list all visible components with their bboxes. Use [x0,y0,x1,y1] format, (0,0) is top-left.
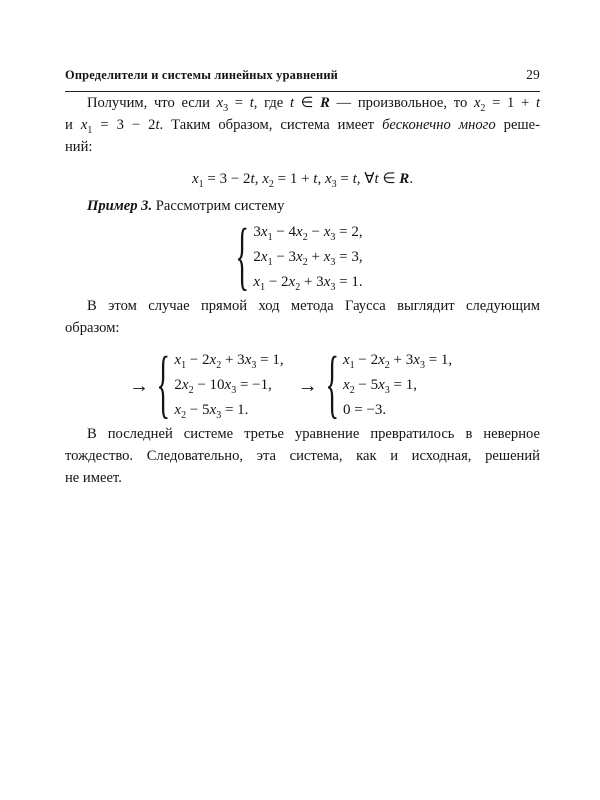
equation: $x_1 - 2x_2 + 3x_3 = 1$, [342,352,453,371]
equation: $2x_2 - 10x_3 = -1$, [174,377,272,396]
implies-arrow-icon: → [129,374,149,397]
example-text: Рассмотрим систему [155,198,285,214]
equation: $x_1 - 2x_2 + 3x_3 = 1$. [253,274,363,293]
left-brace-icon: { [156,342,171,427]
paragraph-line: и $x_1 = 3 - 2t$. Таким образом, система имеет бесконечно много реше- [65,117,541,136]
equation-column [253,220,362,295]
paragraph-gauss-intro [65,295,540,339]
left-brace-icon: { [324,342,339,427]
equation-column [343,348,452,423]
formula-general-solution: $x_1 = 3 - 2t$, $x_2 = 1 + t$, $x_3 = t$, ∀t ∈ R. [191,171,414,190]
equation: $x_2 - 5x_3 = 1$. [174,402,249,421]
system-example3 [235,214,540,299]
example-heading [65,195,540,217]
equation: $x_2 - 5x_3 = 1$, [342,377,418,396]
system-step2 [324,342,453,427]
left-brace-icon: { [235,214,250,299]
equation: $x_1 - 2x_2 + 3x_3 = 1$, [174,352,284,371]
paragraph-line: Получим, что если $x_3 = t$, где t ∈ R — произвольное, то $x_2 = 1 + t$ [87,95,541,114]
equation: 0 = −3. [342,402,387,418]
running-header [65,64,540,92]
implies-arrow-icon: → [297,374,318,397]
gauss-forward-display [129,342,540,427]
equation: $2x_1 - 3x_2 + x_3 = 3$, [253,249,363,268]
paragraph-line: В этом случае прямой ход метода Гаусса выглядит следующим [87,298,540,314]
paragraph-conclusion [65,423,540,489]
paragraph-line: тождество. Следовательно, эта система, как и исходная, решений [65,448,540,464]
paragraph-line: ний: [65,139,93,155]
example-label: Пример 3. [87,198,153,214]
paragraph-infinite-solutions [65,92,540,158]
paragraph-line: образом: [65,320,120,336]
system-step1 [156,342,284,427]
paragraph-line: В последней системе третье уравнение превратилось в неверное [87,426,540,442]
page-number: 29 [526,67,540,82]
paragraph-line: не имеет. [65,470,122,486]
equation: $3x_1 - 4x_2 - x_3 = 2$, [253,224,363,243]
equation-column [174,348,283,423]
running-header-title: Определители и системы линейных уравнений [65,68,339,82]
